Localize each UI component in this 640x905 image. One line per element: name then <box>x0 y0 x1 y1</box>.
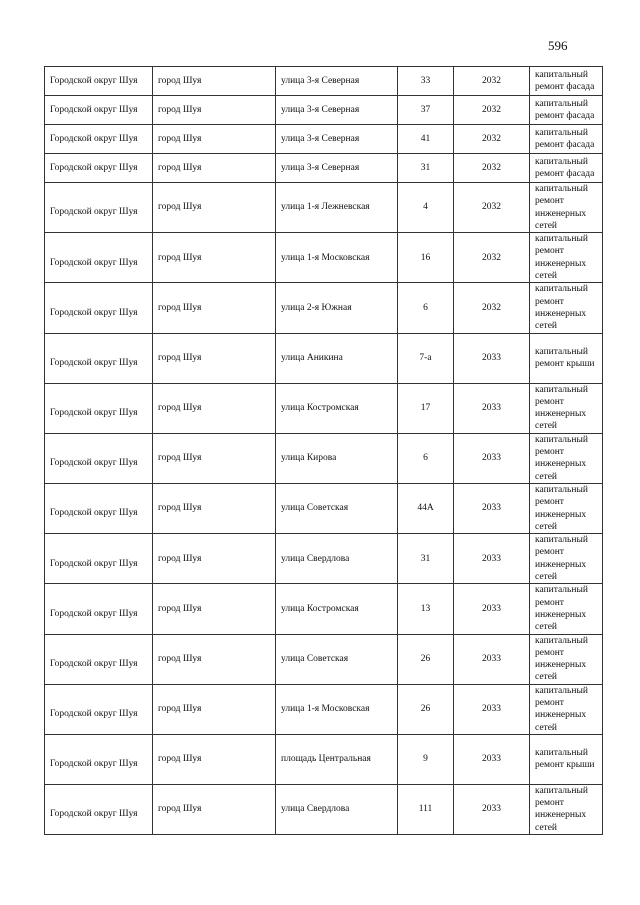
year-cell: 2033 <box>454 584 530 634</box>
municipality-cell: Городской округ Шуя <box>45 483 153 533</box>
city-cell: город Шуя <box>153 483 276 533</box>
city-cell: город Шуя <box>153 67 276 96</box>
work-type-cell: капитальный ремонт фасада <box>530 125 603 154</box>
city-cell: город Шуя <box>153 684 276 734</box>
year-cell: 2033 <box>454 534 530 584</box>
street-cell: улица 3-я Северная <box>276 96 398 125</box>
year-cell: 2032 <box>454 233 530 283</box>
house-number-cell: 31 <box>398 534 454 584</box>
work-type-cell: капитальный ремонт инженерных сетей <box>530 483 603 533</box>
work-type-cell: капитальный ремонт фасада <box>530 96 603 125</box>
table-row <box>45 634 603 684</box>
year-cell: 2032 <box>454 154 530 183</box>
year-cell: 2032 <box>454 183 530 233</box>
table-row <box>45 734 603 784</box>
street-cell: улица Костромская <box>276 584 398 634</box>
table-row <box>45 333 603 383</box>
municipality-cell: Городской округ Шуя <box>45 233 153 283</box>
house-number-cell: 4 <box>398 183 454 233</box>
street-cell: улица Аникина <box>276 333 398 383</box>
municipality-cell: Городской округ Шуя <box>45 383 153 433</box>
city-cell: город Шуя <box>153 96 276 125</box>
street-cell: улица 1-я Московская <box>276 684 398 734</box>
table-body <box>45 67 603 835</box>
table-row <box>45 433 603 483</box>
city-cell: город Шуя <box>153 634 276 684</box>
house-number-cell: 26 <box>398 634 454 684</box>
municipality-cell: Городской округ Шуя <box>45 183 153 233</box>
city-cell: город Шуя <box>153 283 276 333</box>
year-cell: 2032 <box>454 125 530 154</box>
street-cell: улица Советская <box>276 634 398 684</box>
year-cell: 2032 <box>454 67 530 96</box>
city-cell: город Шуя <box>153 154 276 183</box>
year-cell: 2033 <box>454 383 530 433</box>
year-cell: 2032 <box>454 96 530 125</box>
table-row <box>45 125 603 154</box>
city-cell: город Шуя <box>153 333 276 383</box>
table-row <box>45 96 603 125</box>
work-type-cell: капитальный ремонт инженерных сетей <box>530 433 603 483</box>
street-cell: улица 3-я Северная <box>276 125 398 154</box>
table-row <box>45 67 603 96</box>
work-type-cell: капитальный ремонт фасада <box>530 154 603 183</box>
table-row <box>45 383 603 433</box>
table-row <box>45 534 603 584</box>
work-type-cell: капитальный ремонт инженерных сетей <box>530 233 603 283</box>
street-cell: улица Советская <box>276 483 398 533</box>
house-number-cell: 111 <box>398 784 454 834</box>
street-cell: улица Свердлова <box>276 534 398 584</box>
house-number-cell: 31 <box>398 154 454 183</box>
street-cell: улица 1-я Лежневская <box>276 183 398 233</box>
table-row <box>45 233 603 283</box>
street-cell: улица 3-я Северная <box>276 67 398 96</box>
street-cell: площадь Центральная <box>276 734 398 784</box>
street-cell: улица 3-я Северная <box>276 154 398 183</box>
city-cell: город Шуя <box>153 433 276 483</box>
table-row <box>45 154 603 183</box>
table-row <box>45 183 603 233</box>
street-cell: улица Свердлова <box>276 784 398 834</box>
house-number-cell: 7-а <box>398 333 454 383</box>
house-number-cell: 26 <box>398 684 454 734</box>
street-cell: улица 2-я Южная <box>276 283 398 333</box>
house-number-cell: 6 <box>398 283 454 333</box>
year-cell: 2033 <box>454 634 530 684</box>
city-cell: город Шуя <box>153 584 276 634</box>
work-type-cell: капитальный ремонт фасада <box>530 67 603 96</box>
city-cell: город Шуя <box>153 534 276 584</box>
work-type-cell: капитальный ремонт инженерных сетей <box>530 534 603 584</box>
house-number-cell: 6 <box>398 433 454 483</box>
city-cell: город Шуя <box>153 125 276 154</box>
street-cell: улица 1-я Московская <box>276 233 398 283</box>
city-cell: город Шуя <box>153 233 276 283</box>
page-number: 596 <box>548 38 568 53</box>
work-type-cell: капитальный ремонт инженерных сетей <box>530 784 603 834</box>
work-type-cell: капитальный ремонт инженерных сетей <box>530 584 603 634</box>
table-row <box>45 483 603 533</box>
year-cell: 2032 <box>454 283 530 333</box>
house-number-cell: 9 <box>398 734 454 784</box>
year-cell: 2033 <box>454 734 530 784</box>
table-row <box>45 584 603 634</box>
table-row <box>45 283 603 333</box>
year-cell: 2033 <box>454 784 530 834</box>
table-row <box>45 784 603 834</box>
year-cell: 2033 <box>454 684 530 734</box>
municipality-cell: Городской округ Шуя <box>45 784 153 834</box>
municipality-cell: Городской округ Шуя <box>45 734 153 784</box>
municipality-cell: Городской округ Шуя <box>45 584 153 634</box>
work-type-cell: капитальный ремонт крыши <box>530 333 603 383</box>
municipality-cell: Городской округ Шуя <box>45 283 153 333</box>
municipality-cell: Городской округ Шуя <box>45 154 153 183</box>
city-cell: город Шуя <box>153 183 276 233</box>
municipality-cell: Городской округ Шуя <box>45 433 153 483</box>
work-type-cell: капитальный ремонт инженерных сетей <box>530 684 603 734</box>
municipality-cell: Городской округ Шуя <box>45 684 153 734</box>
house-number-cell: 41 <box>398 125 454 154</box>
house-number-cell: 37 <box>398 96 454 125</box>
housing-repair-table <box>44 66 603 835</box>
city-cell: город Шуя <box>153 383 276 433</box>
municipality-cell: Городской округ Шуя <box>45 333 153 383</box>
house-number-cell: 16 <box>398 233 454 283</box>
year-cell: 2033 <box>454 433 530 483</box>
work-type-cell: капитальный ремонт инженерных сетей <box>530 283 603 333</box>
house-number-cell: 13 <box>398 584 454 634</box>
house-number-cell: 33 <box>398 67 454 96</box>
municipality-cell: Городской округ Шуя <box>45 534 153 584</box>
municipality-cell: Городской округ Шуя <box>45 67 153 96</box>
street-cell: улица Кирова <box>276 433 398 483</box>
municipality-cell: Городской округ Шуя <box>45 125 153 154</box>
house-number-cell: 17 <box>398 383 454 433</box>
year-cell: 2033 <box>454 333 530 383</box>
city-cell: город Шуя <box>153 784 276 834</box>
work-type-cell: капитальный ремонт крыши <box>530 734 603 784</box>
work-type-cell: капитальный ремонт инженерных сетей <box>530 634 603 684</box>
house-number-cell: 44А <box>398 483 454 533</box>
municipality-cell: Городской округ Шуя <box>45 96 153 125</box>
municipality-cell: Городской округ Шуя <box>45 634 153 684</box>
city-cell: город Шуя <box>153 734 276 784</box>
work-type-cell: капитальный ремонт инженерных сетей <box>530 183 603 233</box>
table-row <box>45 684 603 734</box>
year-cell: 2033 <box>454 483 530 533</box>
street-cell: улица Костромская <box>276 383 398 433</box>
work-type-cell: капитальный ремонт инженерных сетей <box>530 383 603 433</box>
